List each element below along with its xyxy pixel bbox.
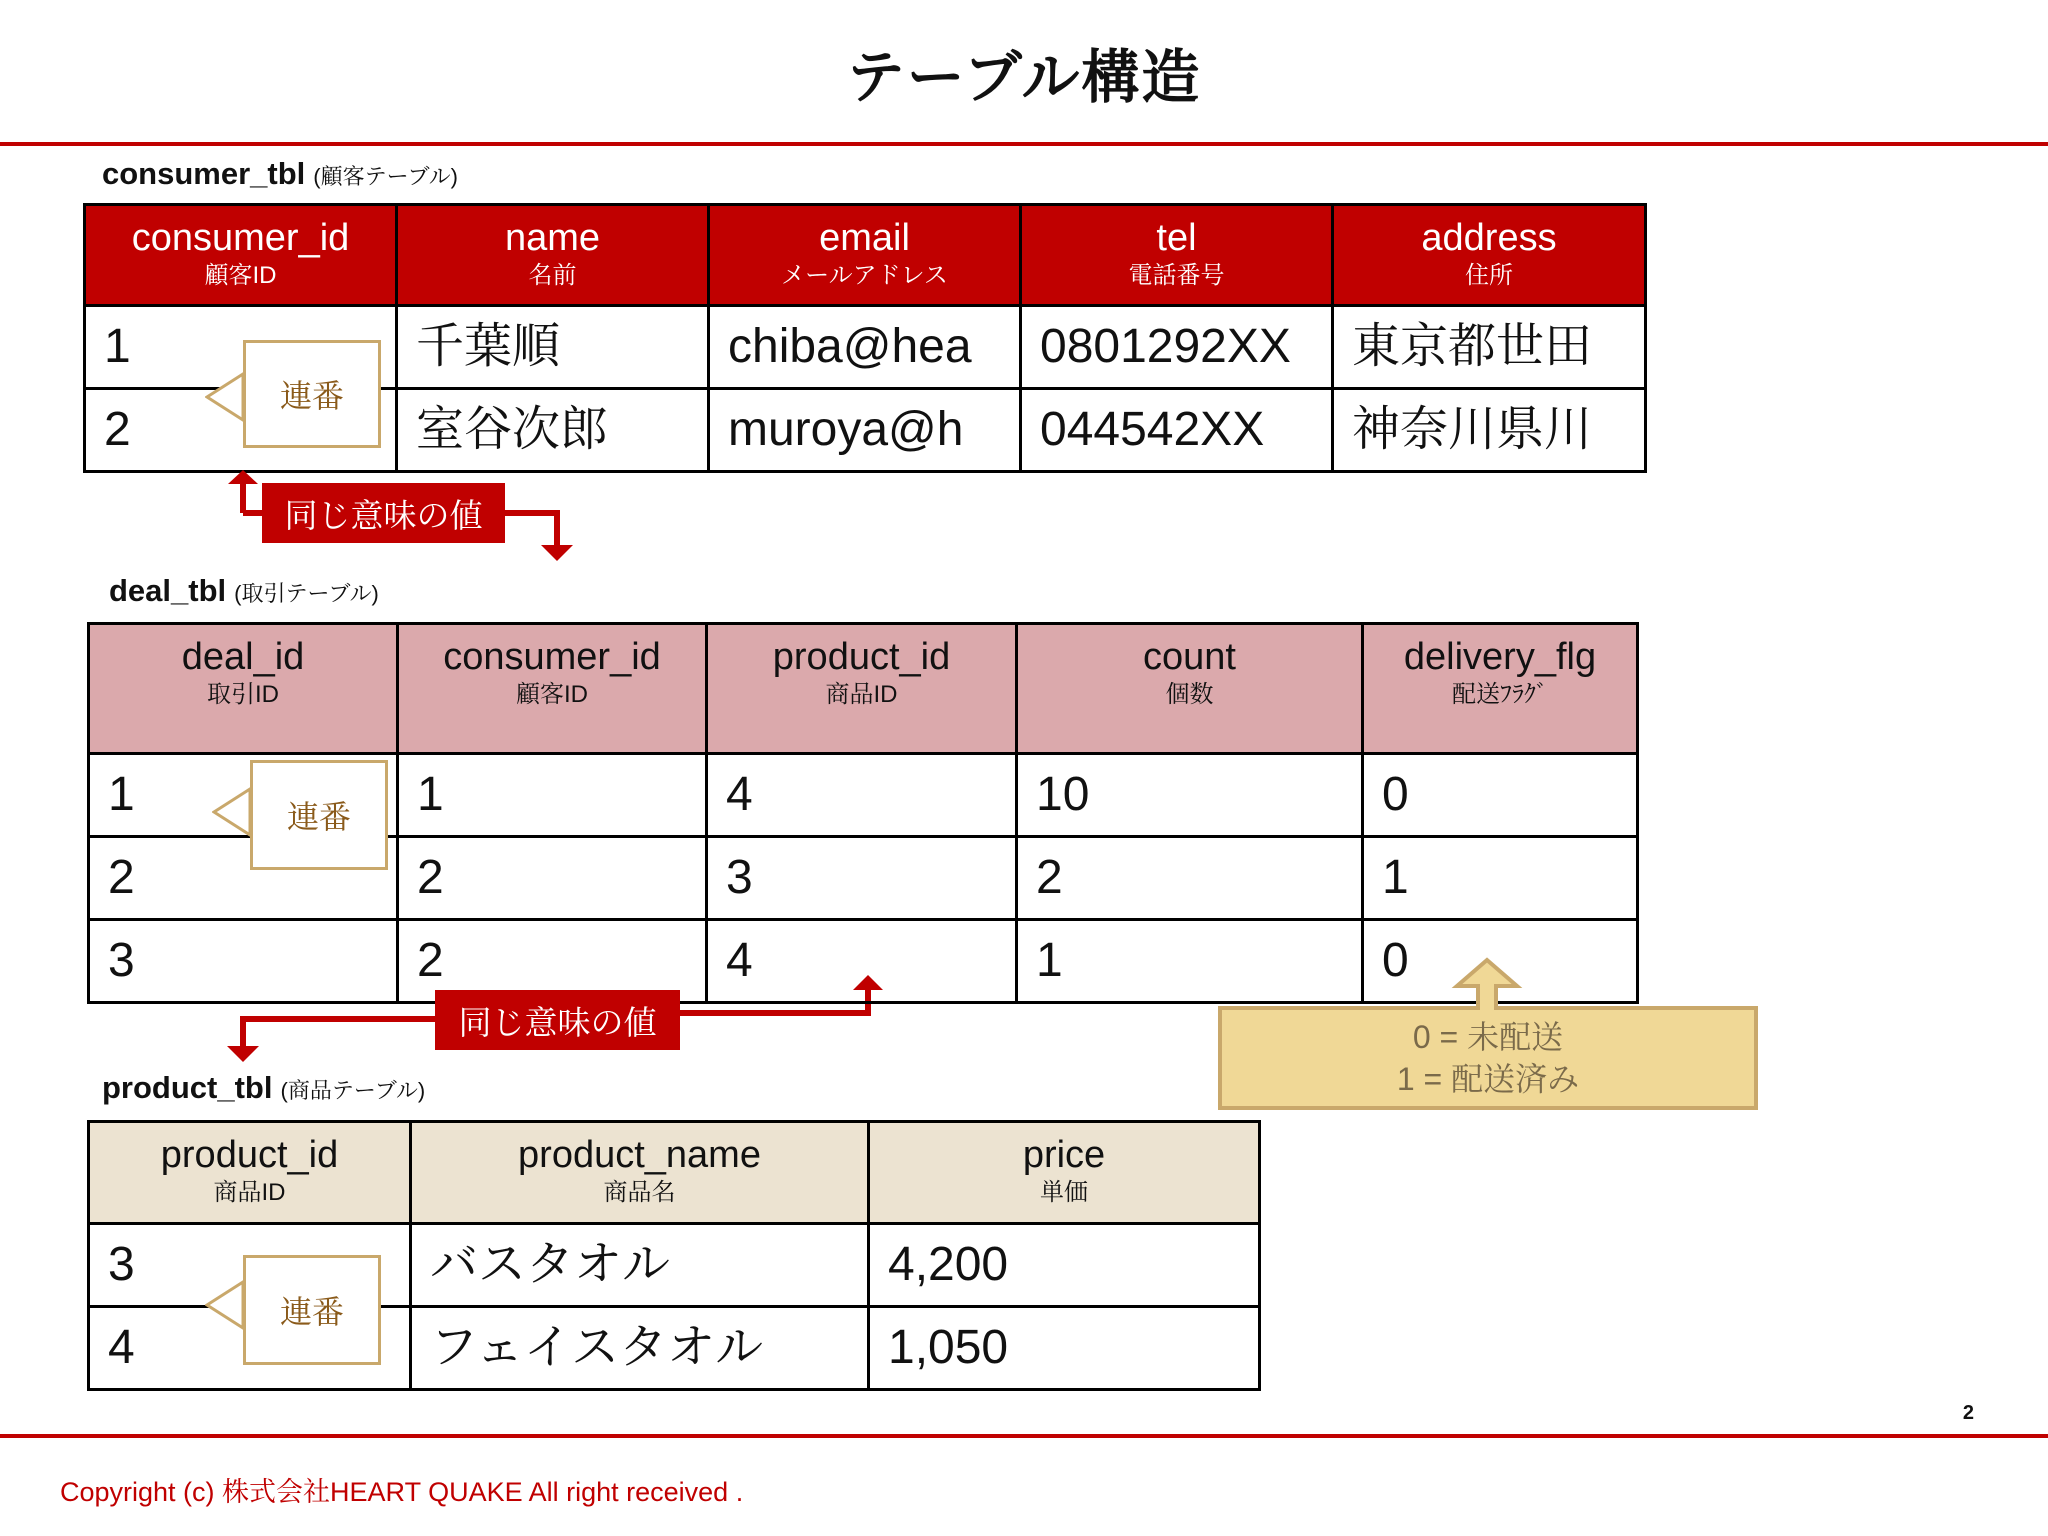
delivery-note-line-1: 0 = 未配送 [1412,1019,1564,1055]
cell: chiba@hea [709,306,1021,389]
header-row [85,205,1646,306]
cell: 室谷次郎 [397,389,709,472]
cell: 1 [89,754,398,837]
page-title: テーブル構造 [846,43,1202,111]
col-header-address: address 住所 [1333,205,1646,306]
same-meaning-label-consumer: 同じ意味の値 [262,483,505,543]
cell: 1,050 [869,1307,1260,1390]
col-header-count: count 個数 [1017,624,1363,754]
cell: 0 [1363,920,1638,1003]
cell: 1 [85,306,397,389]
delivery-note-text [1223,1016,1753,1100]
cell: 4 [707,920,1017,1003]
col-header-price: price 単価 [869,1122,1260,1224]
cell: 4,200 [869,1224,1260,1307]
col-header-email: email メールアドレス [709,205,1021,306]
product-table-caption [102,1070,425,1106]
cell: 2 [89,837,398,920]
cell: 044542XX [1021,389,1333,472]
consumer-table-subtitle: (顧客テーブル) [313,164,458,189]
same-meaning-label-product: 同じ意味の値 [435,990,680,1050]
product-table-subtitle: (商品テーブル) [280,1078,426,1103]
cell: muroya@h [709,389,1021,472]
serial-label-consumer: 連番 [243,340,381,448]
cell: 東京都世田 [1333,306,1646,389]
cell: 3 [89,1224,411,1307]
serial-arrow-icon [205,372,245,422]
bottom-divider [0,1434,2048,1438]
cell: 2 [85,389,397,472]
col-header-consumer-id: consumer_id 顧客ID [85,205,397,306]
cell: フェイスタオル [411,1307,869,1390]
cell: 1 [1017,920,1363,1003]
serial-arrow-icon [212,787,252,837]
cell: 0801292XX [1021,306,1333,389]
product-table-name: product_tbl [102,1070,273,1105]
top-divider [0,142,2048,146]
col-header-consumer-id: consumer_id 顧客ID [398,624,707,754]
col-header-product-id: product_id 商品ID [89,1122,411,1224]
col-header-delivery-flg: delivery_flg 配送ﾌﾗｸﾞ [1363,624,1638,754]
cell: 4 [707,754,1017,837]
cell: 1 [1363,837,1638,920]
col-header-name: name 名前 [397,205,709,306]
col-header-product-id: product_id 商品ID [707,624,1017,754]
cell: 10 [1017,754,1363,837]
cell: 3 [707,837,1017,920]
deal-table-caption [109,573,379,609]
cell: 0 [1363,754,1638,837]
copyright-notice: Copyright (c) 株式会社HEART QUAKE All right received . [60,1477,744,1507]
serial-arrow-icon [205,1280,245,1330]
cell: 4 [89,1307,411,1390]
col-header-tel: tel 電話番号 [1021,205,1333,306]
deal-table-name: deal_tbl [109,573,227,608]
cell: 神奈川県川 [1333,389,1646,472]
delivery-note-line-2: 1 = 配送済み [1396,1061,1580,1097]
cell: 千葉順 [397,306,709,389]
consumer-table-caption [102,156,458,192]
cell: 2 [398,920,707,1003]
cell: 2 [398,837,707,920]
serial-label-product: 連番 [243,1255,381,1365]
cell: 3 [89,920,398,1003]
cell: 2 [1017,837,1363,920]
deal-table-subtitle: (取引テーブル) [234,581,379,606]
col-header-deal-id: deal_id 取引ID [89,624,398,754]
page-number: 2 [1962,1402,1974,1424]
serial-label-deal: 連番 [250,760,388,870]
col-header-product-name: product_name 商品名 [411,1122,869,1224]
header-row [89,1122,1260,1224]
consumer-table-name: consumer_tbl [102,156,306,191]
cell: 1 [398,754,707,837]
cell: バスタオル [411,1224,869,1307]
header-row [89,624,1638,754]
